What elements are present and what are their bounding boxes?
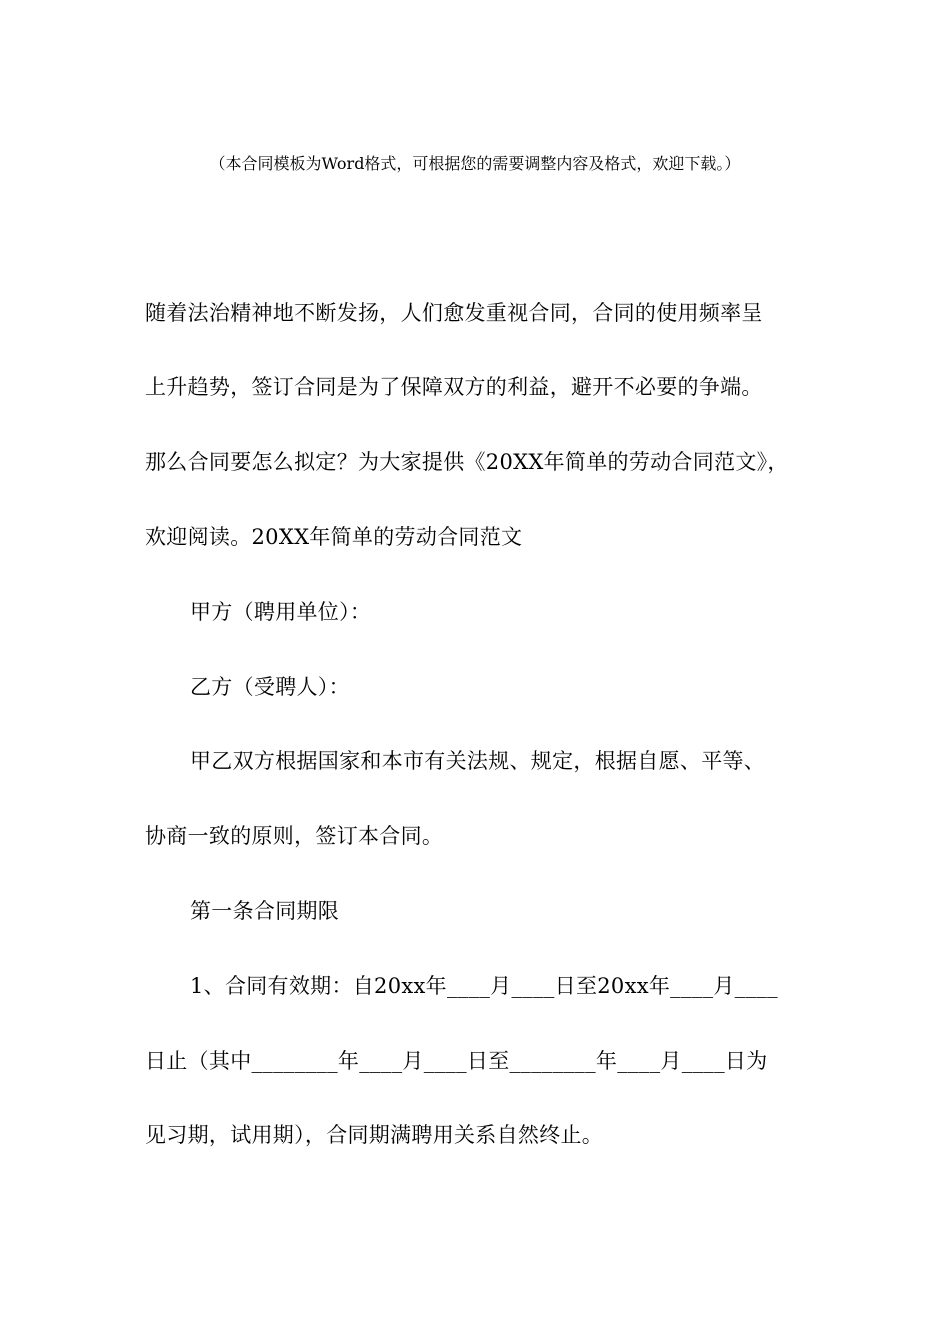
party-b-label: 乙方（受聘人）：: [190, 675, 350, 699]
term-line-1: 1、合同有效期：自20xx年____月____日至20xx年____月____: [190, 974, 778, 998]
party-a-label: 甲方（聘用单位）：: [190, 600, 372, 624]
intro-line-2: 上升趋势，签订合同是为了保障双方的利益，避开不必要的争端。: [145, 375, 763, 399]
intro-line-3: 那么合同要怎么拟定？为大家提供《20XX年简单的劳动合同范文》，: [145, 450, 789, 474]
intro-line-4: 欢迎阅读。20XX年简单的劳动合同范文: [145, 525, 523, 549]
term-line-2: 日止（其中________年____月____日至________年____月____日为: [145, 1049, 768, 1073]
intro-line-1: 随着法治精神地不断发扬，人们愈发重视合同，合同的使用频率呈: [145, 301, 763, 325]
agreement-line-2: 协商一致的原则，签订本合同。: [145, 824, 444, 848]
template-note: （本合同模板为Word格式，可根据您的需要调整内容及格式，欢迎下载。）: [209, 154, 741, 173]
agreement-line-1: 甲乙双方根据国家和本市有关法规、规定，根据自愿、平等、: [190, 749, 766, 773]
term-line-3: 见习期，试用期），合同期满聘用关系自然终止。: [145, 1123, 604, 1147]
article-1-heading: 第一条合同期限: [190, 899, 340, 923]
